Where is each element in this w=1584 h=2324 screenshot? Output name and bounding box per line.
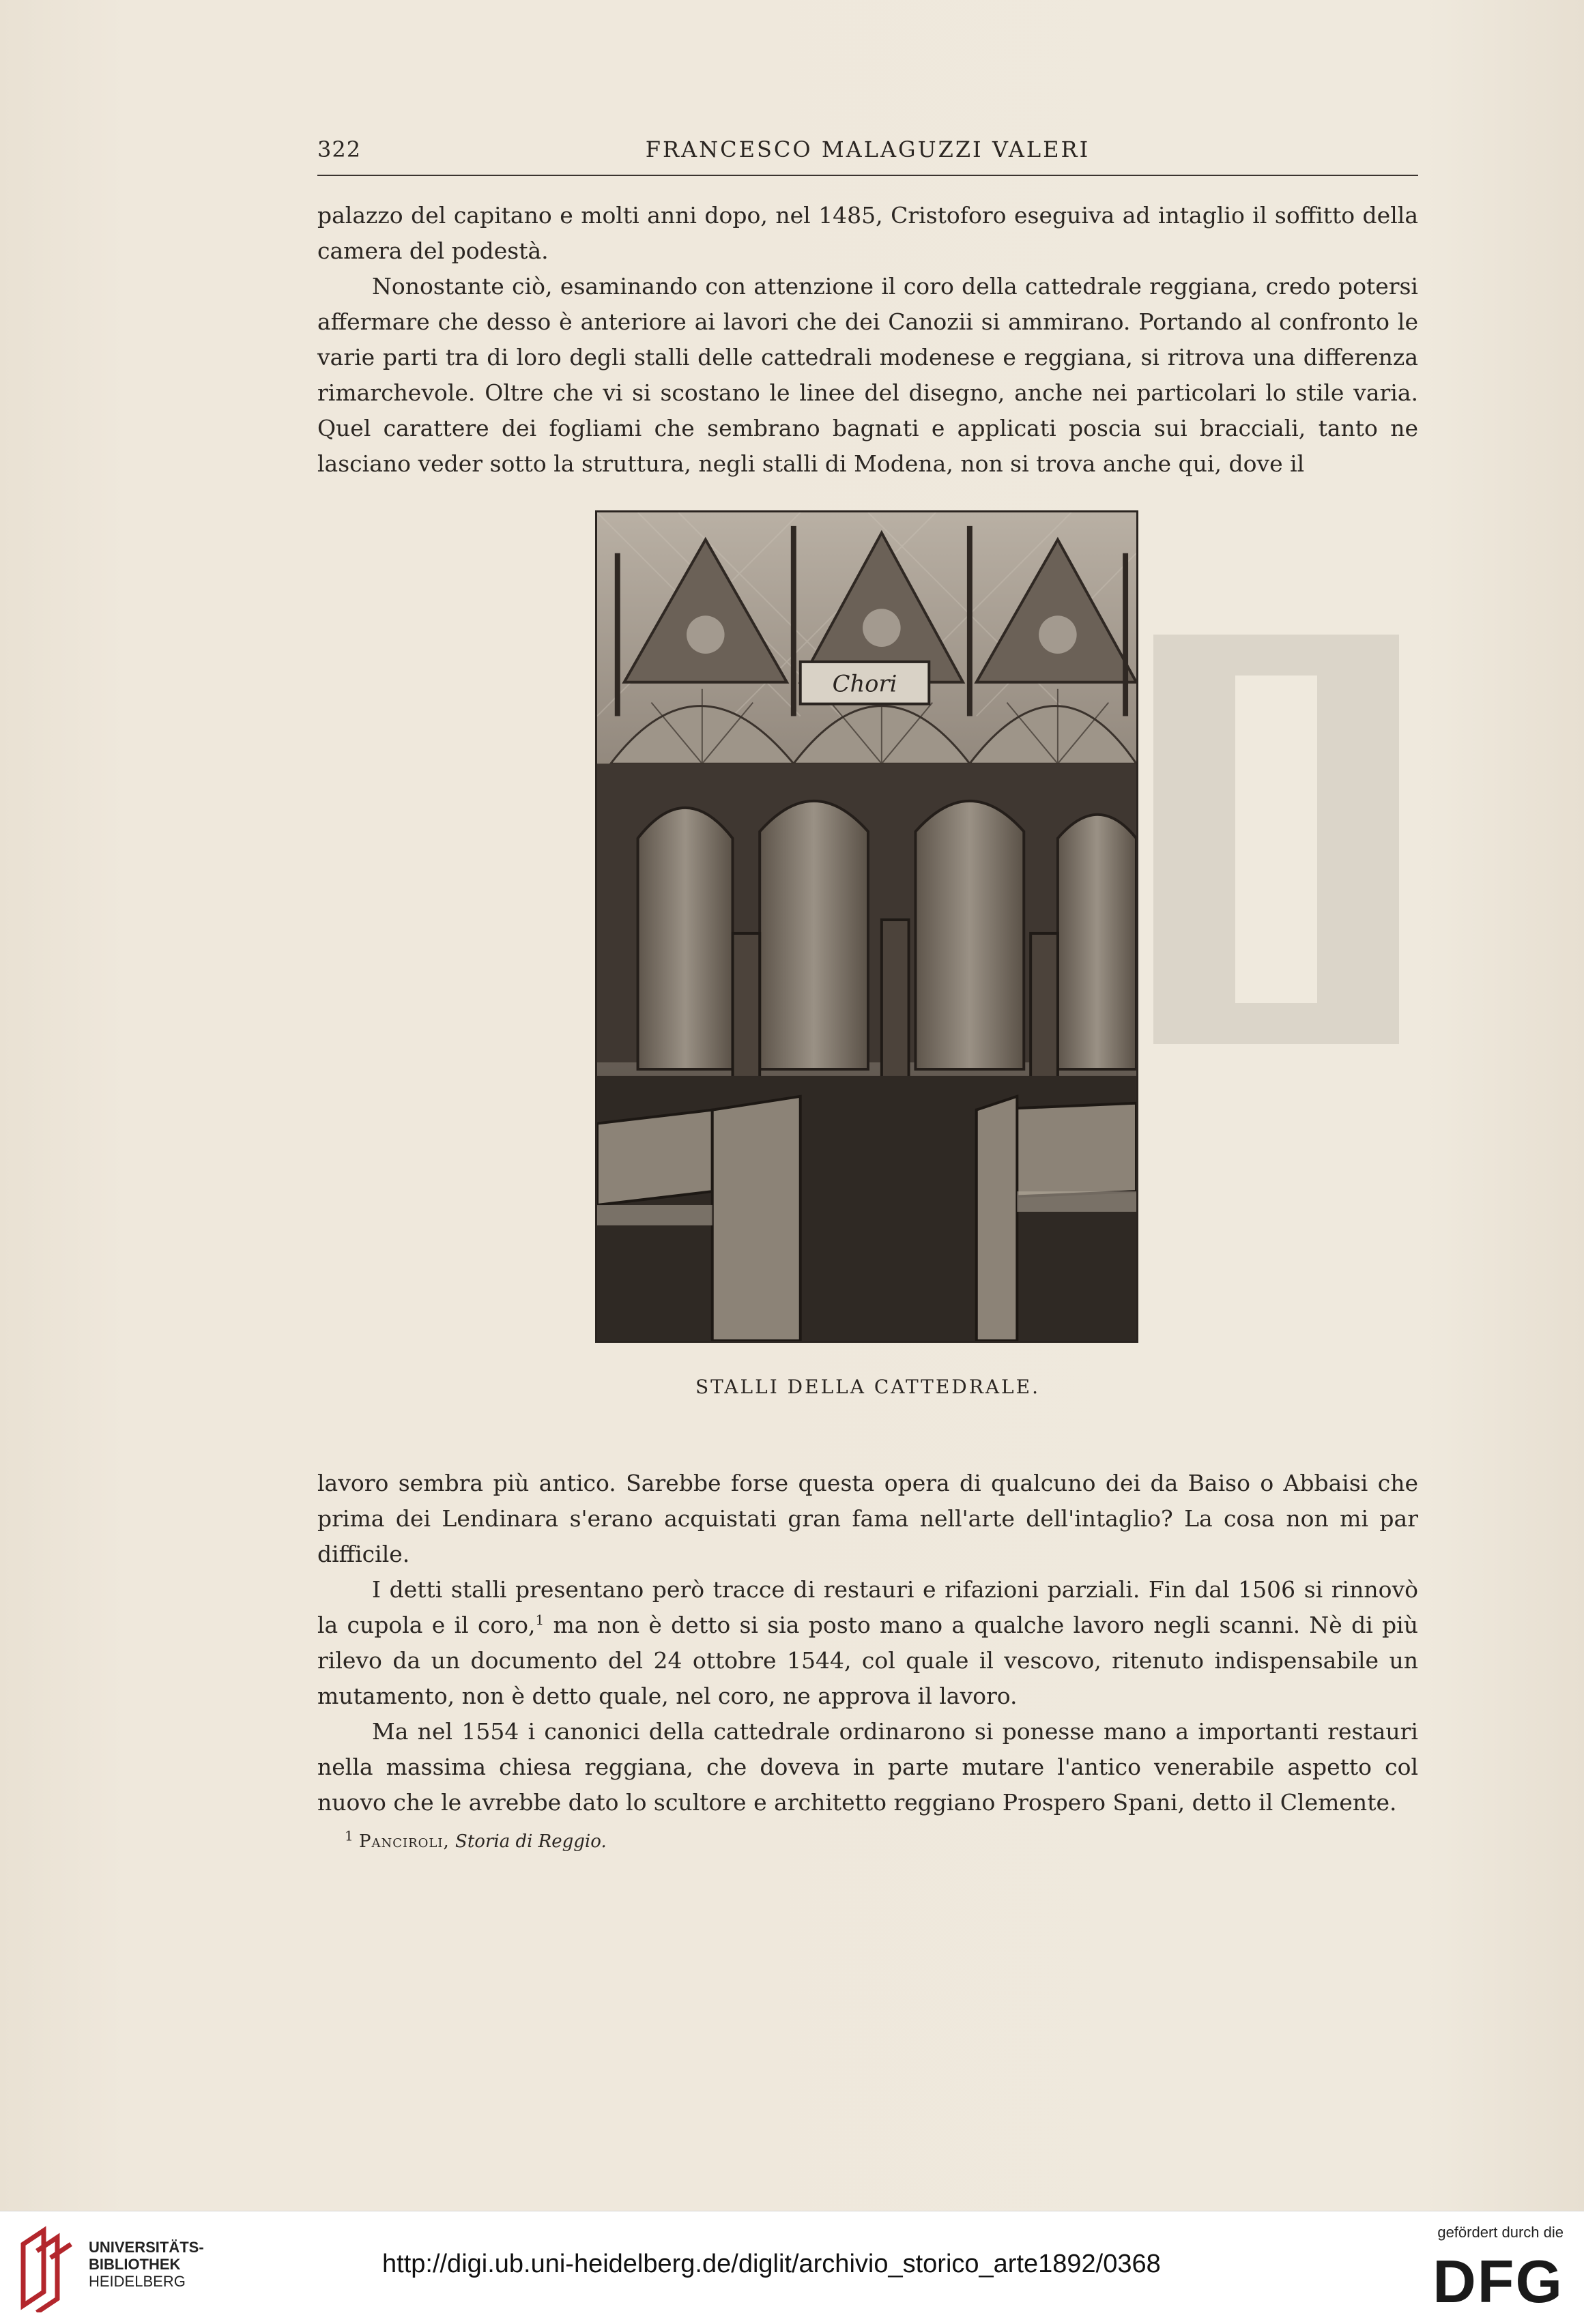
paragraph: Ma nel 1554 i canonici della cattedrale ordinarono si ponesse mano a importanti restauri nella massima chiesa reggiana, che doveva in parte mutare l'antico venerabile aspetto col nuovo che le avrebbe dato lo scultore e architetto reggiano Prospero Spani, detto il Clemente. <box>317 1718 1418 1816</box>
footnote-work: Storia di Reggio. <box>455 1831 607 1852</box>
footnote-reference[interactable]: 1 <box>535 1612 545 1628</box>
footnote <box>345 1827 607 1852</box>
paragraph-text: I detti stalli presentano però tracce di restauri e rifazioni parziali. Fin dal 1506 si rinnovò la cupola e il coro, <box>317 1576 1418 1638</box>
running-title: FRANCESCO MALAGUZZI VALERI <box>645 136 1091 162</box>
digitization-footer <box>0 2211 1584 2324</box>
funding-label: gefördert durch die <box>1437 2224 1564 2241</box>
dfg-logo[interactable]: DFG <box>1432 2248 1564 2315</box>
library-name-line: BIBLIOTHEK <box>89 2256 181 2273</box>
choir-stalls-illustration <box>597 512 1136 1341</box>
library-name-line: HEIDELBERG <box>89 2273 186 2290</box>
library-name-line: UNIVERSITÄTS- <box>89 2239 204 2256</box>
page-number: 322 <box>317 136 362 162</box>
choir-stalls-photograph <box>595 510 1138 1343</box>
paragraph <box>317 1572 1418 1714</box>
upper-text-block <box>317 198 1418 482</box>
paragraph-text: ma non è detto si sia posto mano a qualche lavoro negli scanni. Nè di più rilevo da un documento del 24 ottobre 1544, col quale il vescovo, ritenuto indispensabile un mutamento, non è detto quale, nel coro, ne approva il lavoro. <box>317 1612 1418 1709</box>
stall-inscription: Chori <box>832 670 897 697</box>
footnote-author: Panciroli, <box>359 1831 450 1852</box>
running-header <box>317 134 1418 176</box>
paragraph: Nonostante ciò, esaminando con attenzione il coro della cattedrale reggiana, credo potersi affermare che desso è anteriore ai lavori che dei Canozii si ammirano. Portando al confronto le varie parti tra di loro degli stalli delle cattedrali modenese e reggiana, si ritrova una differenza rimarchevole. Oltre che vi si scostano le linee del disegno, anche nei particolari lo stile varia. Quel carattere dei fogliami che sembrano bagnati e applicati poscia sui bracciali, tanto ne lasciano veder sotto la struttura, negli stalli di Modena, non si trova anche qui, dove il <box>317 273 1418 477</box>
figure-caption: STALLI DELLA CATTEDRALE. <box>695 1376 1040 1398</box>
lower-text-block <box>317 1466 1418 1820</box>
library-name <box>89 2239 204 2290</box>
permalink-url[interactable]: http://digi.ub.uni-heidelberg.de/diglit/archivio_storico_arte1892/0368 <box>382 2250 1161 2278</box>
show-through-initial <box>1153 635 1399 1044</box>
university-library-logo[interactable] <box>16 2224 85 2312</box>
paragraph: palazzo del capitano e molti anni dopo, nel 1485, Cristoforo eseguiva ad intaglio il soffitto della camera del podestà. <box>317 202 1418 264</box>
footnote-mark: 1 <box>345 1827 354 1844</box>
paragraph: lavoro sembra più antico. Sarebbe forse questa opera di qualcuno dei da Baiso o Abbaisi che prima dei Lendinara s'erano acquistati gran fama nell'arte dell'intaglio? La cosa non mi par difficile. <box>317 1470 1418 1567</box>
